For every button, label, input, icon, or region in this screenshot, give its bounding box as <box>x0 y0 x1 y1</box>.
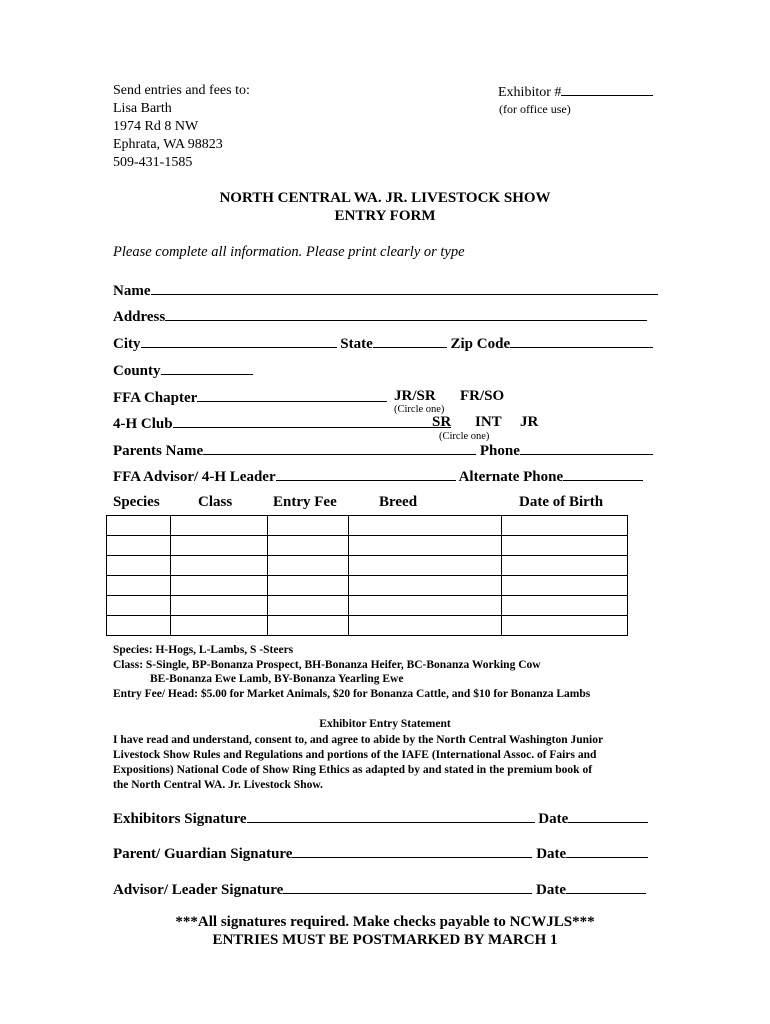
option-jr[interactable]: JR <box>520 414 539 430</box>
address-field[interactable] <box>113 307 647 327</box>
parent-signature-label: Parent/ Guardian Signature <box>113 846 293 862</box>
contact-phone: 509-431-1585 <box>113 155 193 170</box>
table-row <box>107 616 628 636</box>
option-jr-sr[interactable]: JR/SR <box>394 388 436 404</box>
name-line[interactable] <box>151 281 658 295</box>
table-cell[interactable] <box>502 576 628 596</box>
county-label: County <box>113 363 161 379</box>
table-row <box>107 516 628 536</box>
state-label: State <box>340 336 373 352</box>
table-cell[interactable] <box>171 536 268 556</box>
table-cell[interactable] <box>268 576 349 596</box>
table-cell[interactable] <box>171 556 268 576</box>
table-row <box>107 596 628 616</box>
state-line[interactable] <box>373 334 447 348</box>
table-cell[interactable] <box>107 596 171 616</box>
parent-date-label: Date <box>536 846 567 862</box>
class-note-1: Class: S-Single, BP-Bonanza Prospect, BH-Bonanza Heifer, BC-Bonanza Working Cow <box>113 659 541 671</box>
ffa-chapter-label: FFA Chapter <box>113 390 198 406</box>
advisor-line[interactable] <box>276 467 456 481</box>
circle-one-note-2: (Circle one) <box>439 431 490 442</box>
table-cell[interactable] <box>268 556 349 576</box>
exhibitor-number-label: Exhibitor # <box>498 85 562 100</box>
table-cell[interactable] <box>107 576 171 596</box>
form-title: NORTH CENTRAL WA. JR. LIVESTOCK SHOW <box>219 190 551 206</box>
table-cell[interactable] <box>502 596 628 616</box>
table-cell[interactable] <box>268 536 349 556</box>
circle-one-note: (Circle one) <box>394 404 445 415</box>
col-date-of-birth: Date of Birth <box>519 494 604 510</box>
table-cell[interactable] <box>502 556 628 576</box>
phone-line[interactable] <box>520 441 653 455</box>
table-cell[interactable] <box>107 556 171 576</box>
send-entries-label: Send entries and fees to: <box>113 83 250 98</box>
exhibitor-signature-line[interactable] <box>247 809 535 823</box>
statement-line-4: the North Central WA. Jr. Livestock Show. <box>113 779 323 791</box>
exhibitor-number-line[interactable] <box>561 82 653 96</box>
table-cell[interactable] <box>349 596 502 616</box>
table-cell[interactable] <box>107 516 171 536</box>
advisor-signature-row <box>113 880 646 900</box>
table-row <box>107 576 628 596</box>
table-cell[interactable] <box>107 536 171 556</box>
exhibitor-number-field[interactable] <box>498 82 653 102</box>
parent-date-line[interactable] <box>566 844 648 858</box>
ffa-chapter-line[interactable] <box>197 388 387 402</box>
zip-label: Zip Code <box>450 336 511 352</box>
statement-line-3: Expositions) National Code of Show Ring Ethics as adapted by and stated in the premium book of <box>113 764 593 776</box>
table-cell[interactable] <box>268 516 349 536</box>
exhibitor-signature-label: Exhibitors Signature <box>113 811 247 827</box>
fee-note: Entry Fee/ Head: $5.00 for Market Animals, $20 for Bonanza Cattle, and $10 for Bonanza Lambs <box>113 688 591 700</box>
4h-club-label: 4-H Club <box>113 416 173 432</box>
contact-city-state-zip: Ephrata, WA 98823 <box>113 137 223 152</box>
parent-signature-line[interactable] <box>292 844 532 858</box>
parent-signature-row <box>113 844 648 864</box>
col-entry-fee: Entry Fee <box>273 494 337 510</box>
table-cell[interactable] <box>107 616 171 636</box>
option-fr-so[interactable]: FR/SO <box>460 388 505 404</box>
exhibitor-date-line[interactable] <box>568 809 648 823</box>
option-int[interactable]: INT <box>475 414 502 430</box>
city-label: City <box>113 336 141 352</box>
4h-club-row <box>113 414 451 434</box>
address-line[interactable] <box>165 307 647 321</box>
table-cell[interactable] <box>502 516 628 536</box>
advisor-date-label: Date <box>536 882 567 898</box>
table-cell[interactable] <box>502 536 628 556</box>
advisor-signature-label: Advisor/ Leader Signature <box>113 882 284 898</box>
species-note: Species: H-Hogs, L-Lambs, S -Steers <box>113 644 294 656</box>
col-breed: Breed <box>379 494 418 510</box>
statement-line-1: I have read and understand, consent to, and agree to abide by the North Central Washington Junior <box>113 734 604 746</box>
advisor-signature-line[interactable] <box>283 880 532 894</box>
advisor-date-line[interactable] <box>566 880 646 894</box>
parents-name-line[interactable] <box>203 441 476 455</box>
exhibitor-signature-row <box>113 809 648 829</box>
entry-table <box>106 515 628 636</box>
advisor-label: FFA Advisor/ 4-H Leader <box>113 469 276 485</box>
table-cell[interactable] <box>502 616 628 636</box>
statement-line-2: Livestock Show Rules and Regulations and portions of the IAFE (International Assoc. of Fairs and <box>113 749 597 761</box>
table-cell[interactable] <box>349 536 502 556</box>
advisor-row <box>113 467 643 487</box>
county-line[interactable] <box>161 361 253 375</box>
instructions: Please complete all information. Please print clearly or type <box>113 244 465 260</box>
table-cell[interactable] <box>171 516 268 536</box>
table-cell[interactable] <box>349 516 502 536</box>
city-line[interactable] <box>141 334 337 348</box>
parents-name-label: Parents Name <box>113 443 204 459</box>
name-label: Name <box>113 283 151 299</box>
table-row <box>107 556 628 576</box>
option-sr[interactable]: SR <box>432 414 452 430</box>
table-cell[interactable] <box>349 616 502 636</box>
city-state-zip-row <box>113 334 653 354</box>
alternate-phone-label: Alternate Phone <box>458 469 564 485</box>
table-cell[interactable] <box>349 556 502 576</box>
table-cell[interactable] <box>171 576 268 596</box>
name-field[interactable] <box>113 281 658 301</box>
table-cell[interactable] <box>171 596 268 616</box>
alternate-phone-line[interactable] <box>563 467 643 481</box>
col-class: Class <box>198 494 233 510</box>
table-cell[interactable] <box>349 576 502 596</box>
4h-club-line[interactable] <box>173 414 451 428</box>
table-cell[interactable] <box>171 616 268 636</box>
address-label: Address <box>113 309 166 325</box>
county-field[interactable] <box>113 361 253 381</box>
phone-label: Phone <box>479 443 520 459</box>
table-cell[interactable] <box>268 596 349 616</box>
parents-phone-row <box>113 441 653 461</box>
footer-line-1: ***All signatures required. Make checks payable to NCWJLS*** <box>175 914 595 930</box>
form-subtitle: ENTRY FORM <box>334 208 436 224</box>
statement-title: Exhibitor Entry Statement <box>319 718 451 730</box>
col-species: Species <box>113 494 160 510</box>
office-use-note: (for office use) <box>499 102 571 116</box>
ffa-chapter-row <box>113 388 387 408</box>
zip-line[interactable] <box>510 334 653 348</box>
footer-line-2: ENTRIES MUST BE POSTMARKED BY MARCH 1 <box>212 932 558 948</box>
exhibitor-date-label: Date <box>538 811 569 827</box>
class-note-2: BE-Bonanza Ewe Lamb, BY-Bonanza Yearling Ewe <box>150 673 404 685</box>
contact-street: 1974 Rd 8 NW <box>113 119 199 134</box>
table-cell[interactable] <box>268 616 349 636</box>
table-row <box>107 536 628 556</box>
contact-name: Lisa Barth <box>113 101 172 116</box>
